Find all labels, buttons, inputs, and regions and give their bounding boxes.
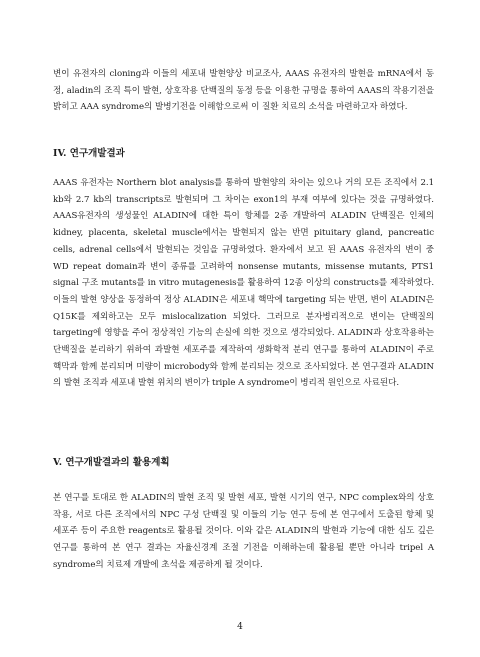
section-iv-body xyxy=(53,175,434,392)
section-v-body xyxy=(53,490,434,574)
section-v-heading: V. 연구개발결과의 활용계획 xyxy=(53,457,170,468)
section-iv-header xyxy=(53,147,434,161)
plan-paragraph: 본 연구를 토대로 한 ALADIN의 발현 조직 및 발현 세포, 발현 시기의 연구, NPC complex와의 상호작용, 서로 다른 조직에서의 NPC 구성 단백질 및 이들의 기능 연구 등에 본 연구에서 도출된 항체 및 세포주 등이 주요한 reagents로 활용될 것이다. 이와 같은 ALADIN의 발현과 기능에 대한 심도 깊은 연구를 통하여 본 연구 결과는 자율신경계 조절 기전을 이해하는데 활용될 뿐만 아니라 tripel A syndrome의 치료제 개발에 초석을 제공하게 될 것이다. xyxy=(53,493,434,570)
section-v-header xyxy=(53,456,434,470)
intro-paragraph: 변이 유전자의 cloning과 이들의 세포내 발현양상 비교조사, AAAS 유전자의 발현을 mRNA에서 동정, aladin의 조직 특이 발현, 상호작용 단백질의 동정 등을 이용한 규명을 통하여 AAAS의 작용기전을 밝히고 AAA syndrome의 발병기전을 이해함으로써 이 질환 치료의 소석을 마련하고자 하였다. xyxy=(53,69,434,113)
section-iv-heading: IV. 연구개발결과 xyxy=(53,148,125,159)
results-paragraph: AAAS 유전자는 Northern blot analysis를 통하여 발현양의 차이는 있으나 거의 모든 조직에서 2.1 kb와 2.7 kb의 transcripts로 발현되며 그 차이는 exon1의 부재 여부에 있다는 것을 규명하였다. AAAS유전자의 생성물인 ALADIN에 대한 특이 항체를 2종 개발하여 ALADIN 단백질은 인체의 kidney, placenta, skeletal muscle에서는 발현되지 않는 반면 pituitary gland, pancreatic cells, adrenal cells에서 발현되는 것임을 규명하였다. 환자에서 보고 된 AAAS 유전자의 변이 중 WD repeat domain과 변이 종류를 고려하여 nonsense mutants, missense mutants, PTS1 signal 구조 mutants를 in vitro mutagenesis를 활용하여 12종 이상의 constructs를 제작하였다. 이들의 발현 양상을 동정하여 정상 ALADIN은 세포내 핵막에 targeting 되는 반면, 변이 ALADIN은 Q15K를 제외하고는 모두 mislocalization 되었다. 그러므로 분자병리적으로 변이는 단백질의 targeting에 영향을 주어 정상적인 기능의 손실에 의한 것으로 생각되었다. ALADIN과 상호작용하는 단백질을 분리하기 위하여 과발현 세포주를 제작하여 생화학적 분리 연구를 통하여 ALADIN이 주로 핵막과 함께 분리되며 미량이 microbody와 함께 분리되는 것으로 조사되었다. 본 연구결과 ALADIN의 발현 조직과 세포내 발현 위치의 변이가 triple A syndrome이 병리적 원인으로 사료된다. xyxy=(53,178,434,389)
intro-section xyxy=(53,66,434,116)
page-number: 4 xyxy=(237,622,243,632)
